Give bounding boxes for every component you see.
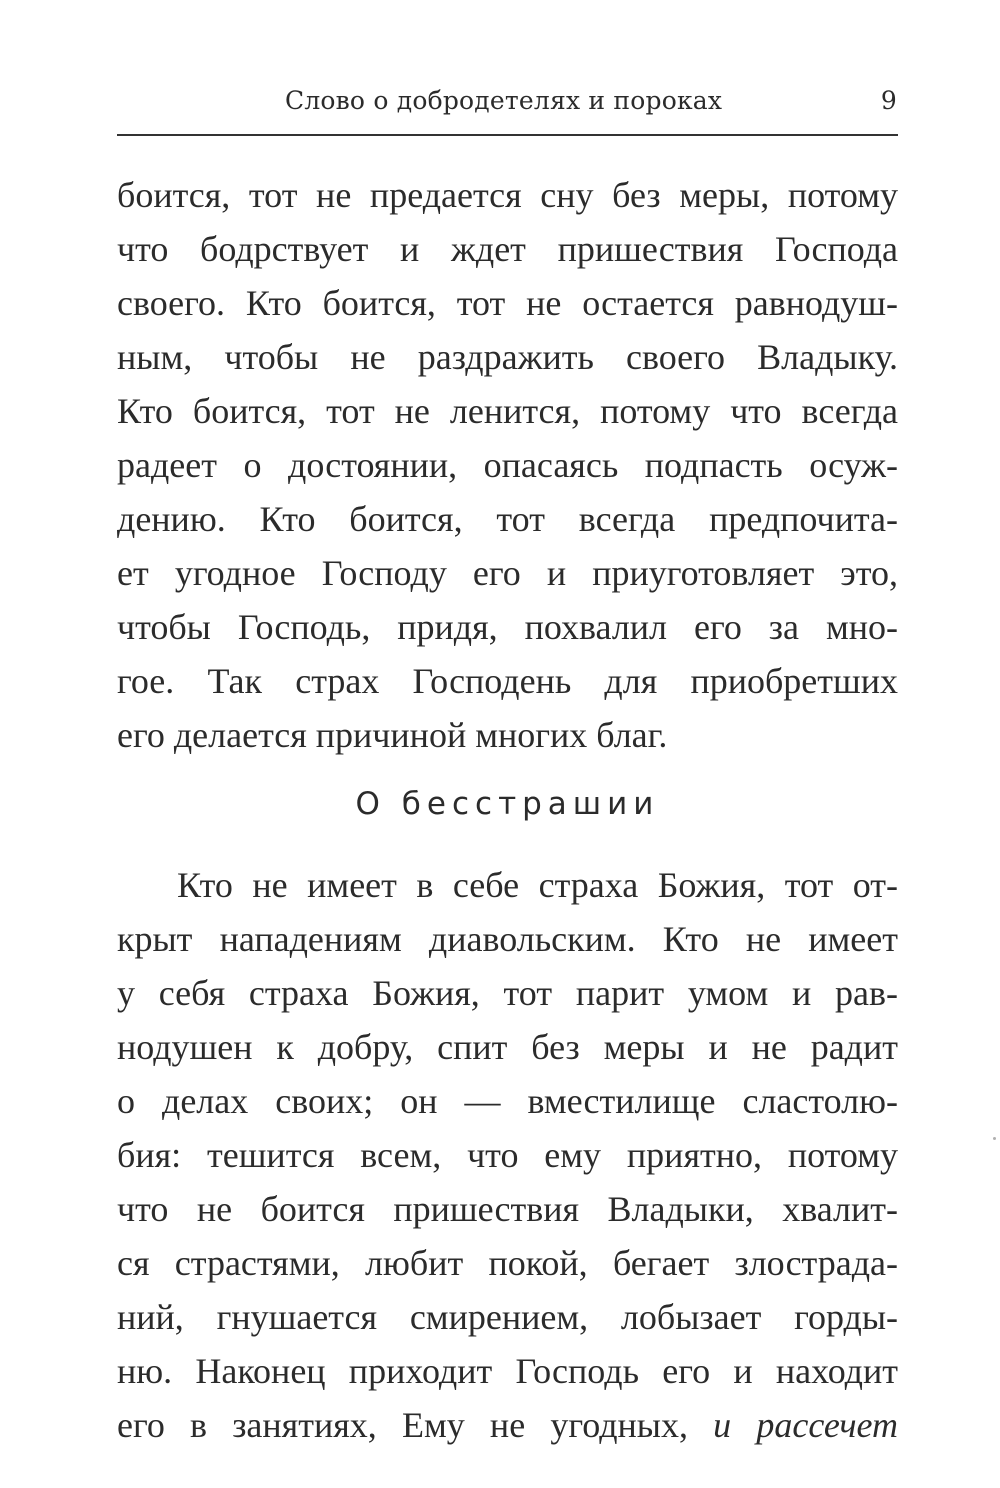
text-line: ным, чтобы не раздражить своего Владыку. [117, 337, 898, 377]
text-line: у себя страха Божия, тот парит умом и рав- [117, 973, 898, 1013]
running-head [117, 82, 897, 126]
text-line: его делается причиной многих благ. [117, 715, 668, 755]
running-title: Слово о добродетелях и пороках [285, 86, 723, 115]
text-line: Кто боится, тот не ленится, потому что всегда [117, 391, 898, 431]
text-line: крыт нападениям диавольским. Кто не имеет [117, 919, 898, 959]
text-line: Кто не имеет в себе страха Божия, тот от- [177, 865, 898, 905]
page-number: 9 [880, 86, 897, 115]
text-line: что не боится пришествия Владыки, хвалит- [117, 1189, 898, 1229]
text-line: чтобы Господь, придя, похвалил его за мно- [117, 607, 898, 647]
margin-speck [993, 1137, 996, 1140]
text-line: своего. Кто боится, тот не остается равнодуш- [117, 283, 898, 323]
text-regular: его в занятиях, Ему не угодных, [117, 1405, 688, 1445]
text-line: ся страстями, любит покой, бегает злострада- [117, 1243, 898, 1283]
text-line: дению. Кто боится, тот всегда предпочита- [117, 499, 898, 539]
paragraph-continuation [117, 168, 898, 762]
text-line: что бодрствует и ждет пришествия Господа [117, 229, 898, 269]
text-line-last [117, 1398, 898, 1452]
text-line: боится, тот не предается сну без меры, потому [117, 175, 898, 215]
paragraph-fearlessness [117, 858, 898, 1452]
text-line: гое. Так страх Господень для приобретших [117, 661, 898, 701]
text-line: о делах своих; он — вместилище сластолю- [117, 1081, 898, 1121]
text-line: радеет о достоянии, опасаясь подпасть осуж- [117, 445, 898, 485]
text-line: ню. Наконец приходит Господь его и находит [117, 1351, 898, 1391]
text-line: ет угодное Господу его и приуготовляет это, [117, 553, 898, 593]
text-line: бия: тешится всем, что ему приятно, потому [117, 1135, 898, 1175]
section-heading: О бесстрашии [355, 786, 660, 822]
text-line: нодушен к добру, спит без меры и не радит [117, 1027, 898, 1067]
text-italic: и рассечет [713, 1405, 899, 1445]
header-rule [117, 134, 898, 136]
text-line: ний, гнушается смирением, лобызает горды- [117, 1297, 898, 1337]
